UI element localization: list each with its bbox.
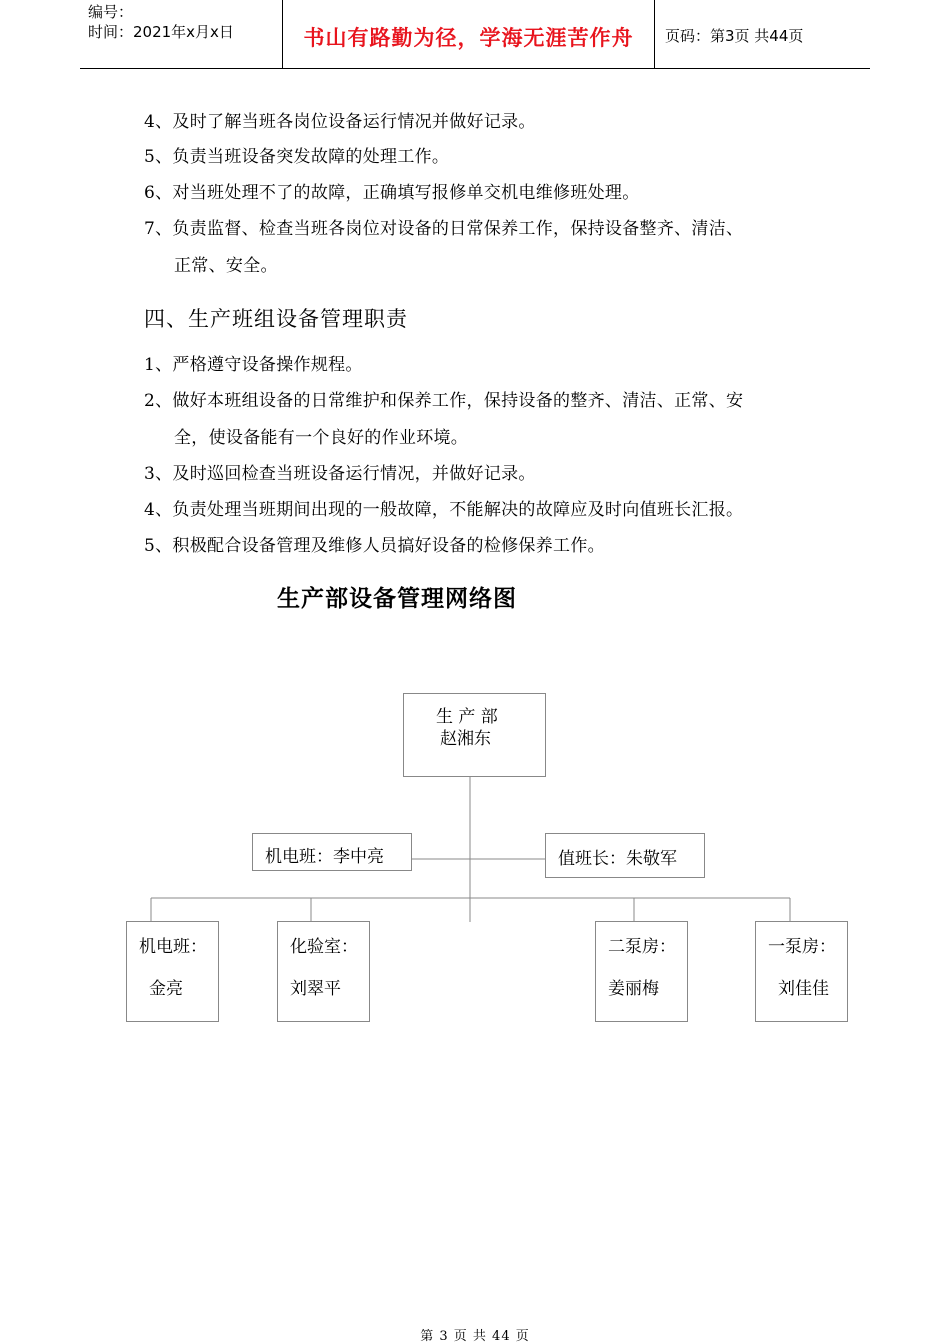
- org-node-shift-lead: [545, 833, 705, 878]
- node-dept-label: 化验室：: [290, 937, 358, 957]
- node-person-name: 姜丽梅: [608, 979, 659, 999]
- node-dept-label: 生 产 部: [436, 707, 498, 727]
- section-item-4: 4、负责处理当班期间出现的一般故障，不能解决的故障应及时向值班长汇报。: [144, 500, 744, 520]
- document-date-label: 时间：2021年x月x日: [88, 23, 234, 41]
- page-footer: 第 3 页 共 44 页: [420, 1329, 530, 1344]
- org-node-electro-team-lead: [252, 833, 412, 871]
- node-label: 值班长：朱敬军: [558, 849, 677, 869]
- section-item-2: 2、做好本班组设备的日常维护和保养工作，保持设备的整齐、清洁、正常、安: [144, 391, 744, 411]
- section-item-5: 5、积极配合设备管理及维修人员搞好设备的检修保养工作。: [144, 536, 605, 556]
- org-node-leaf: [595, 921, 688, 1022]
- node-person-name: 刘佳佳: [778, 979, 829, 999]
- duty-item-4: 4、及时了解当班各岗位设备运行情况并做好记录。: [144, 112, 536, 132]
- org-node-leaf: [277, 921, 370, 1022]
- node-dept-label: 机电班：: [139, 937, 207, 957]
- node-label: 机电班：李中亮: [265, 847, 384, 867]
- org-node-leaf: [126, 921, 219, 1022]
- org-chart-title: 生产部设备管理网络图: [277, 586, 517, 612]
- org-node-leaf: [755, 921, 848, 1022]
- node-dept-label: 二泵房：: [608, 937, 676, 957]
- duty-item-5: 5、负责当班设备突发故障的处理工作。: [144, 147, 450, 167]
- section-item-2-cont: 全，使设备能有一个良好的作业环境。: [174, 428, 469, 448]
- document-number-label: 编号：: [88, 3, 134, 21]
- duty-item-6: 6、对当班处理不了的故障，正确填写报修单交机电维修班处理。: [144, 183, 640, 203]
- node-person-name: 赵湘东: [440, 729, 491, 749]
- duty-item-7: 7、负责监督、检查当班各岗位对设备的日常保养工作，保持设备整齐、清洁、: [144, 219, 744, 239]
- header-motto: 书山有路勤为径，学海无涯苦作舟: [303, 26, 634, 50]
- node-dept-label: 一泵房：: [768, 937, 836, 957]
- duty-item-7-cont: 正常、安全。: [174, 256, 278, 276]
- org-node-production-dept: [403, 693, 546, 777]
- section-item-3: 3、及时巡回检查当班设备运行情况，并做好记录。: [144, 464, 536, 484]
- node-person-name: 刘翠平: [290, 979, 341, 999]
- section-item-1: 1、严格遵守设备操作规程。: [144, 355, 363, 375]
- section-title: 四、生产班组设备管理职责: [144, 307, 408, 331]
- node-person-name: 金亮: [149, 979, 183, 999]
- header-page-info: 页码：第3页 共44页: [665, 27, 804, 45]
